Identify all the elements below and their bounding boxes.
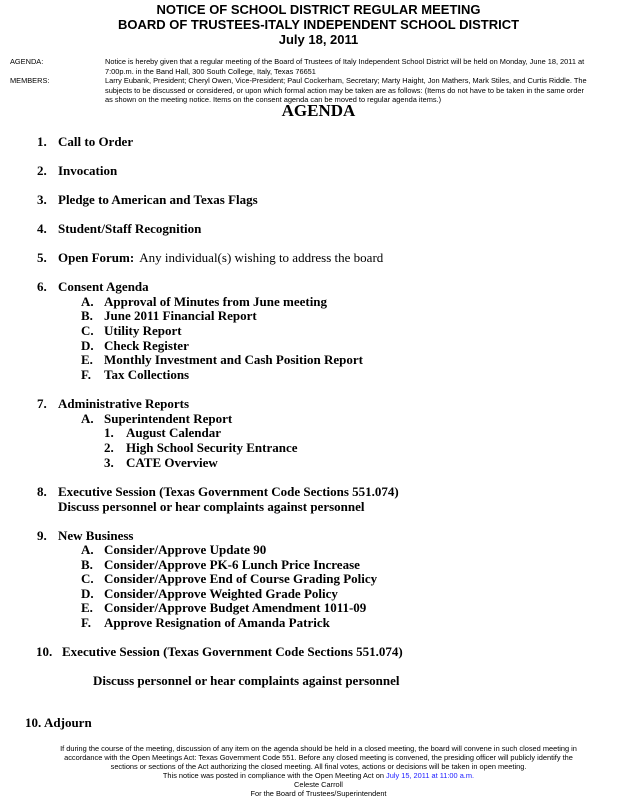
agenda-item-label: Consider/Approve Weighted Grade Policy xyxy=(104,586,338,601)
agenda-item-label: Check Register xyxy=(104,338,189,353)
agenda-item-number: 8. xyxy=(37,484,47,499)
agenda-item-detail: Discuss personnel or hear complaints against personnel xyxy=(58,499,365,514)
agenda-item-label: Superintendent Report xyxy=(104,411,233,426)
agenda-item-label: Administrative Reports xyxy=(58,396,190,411)
agenda-label: AGENDA: xyxy=(10,57,44,66)
members-text: Larry Eubank, President; Cheryl Owen, Vice-President; Paul Cockerham, Secretary; Marty Haight, Jon Mathers, Mark Stiles, and Curtis Riddle. The subjects to be discussed or considered, or upon which formal action may be taken are as follows: (Items do not have to be taken in the same order as shown on the meeting notice. Items on the consent agenda can be moved to regular agenda items.) xyxy=(105,76,587,104)
agenda-item-label: Call to Order xyxy=(58,134,134,149)
agenda-item-number: 4. xyxy=(37,221,47,236)
agenda-item-text xyxy=(58,192,258,208)
agenda-title: AGENDA xyxy=(281,101,356,120)
footer-role: For the Board of Trustees/Superintendent xyxy=(250,789,387,798)
agenda-item-text xyxy=(104,600,366,616)
agenda-item-label: Adjourn xyxy=(44,715,92,730)
agenda-item-label: Executive Session (Texas Government Code Sections 551.074) xyxy=(62,644,403,659)
agenda-item-label: Open Forum: xyxy=(58,250,135,265)
agenda-item-text xyxy=(58,134,133,150)
agenda-item-text xyxy=(104,308,257,324)
agenda-item-label: Consider/Approve Update 90 xyxy=(104,542,267,557)
agenda-item-label: Consider/Approve PK-6 Lunch Price Increase xyxy=(104,557,360,572)
agenda-item-label: High School Security Entrance xyxy=(126,440,298,455)
header-date: July 18, 2011 xyxy=(278,32,359,47)
agenda-item-label: June 2011 Financial Report xyxy=(104,308,257,323)
footer-p3: sections or sections of the Act authorizing the closed meeting. All final votes, actions or decisions will be taken in open meeting. xyxy=(110,762,527,771)
agenda-item-number: 1. xyxy=(37,134,47,149)
footer-p1: If during the course of the meeting, discussion of any item on the agenda should be held in a closed meeting, the board will convene in such closed meeting in xyxy=(60,744,577,753)
members-label: MEMBERS: xyxy=(10,76,50,85)
agenda-item-number: A. xyxy=(81,542,94,557)
agenda-item-detail: Any individual(s) wishing to address the board xyxy=(139,250,384,265)
agenda-item-number: F. xyxy=(81,615,91,630)
agenda-item-number: 10. xyxy=(36,644,53,659)
posted-date: July 15, 2011 at 11:00 a.m. xyxy=(386,771,475,780)
header-line1: NOTICE OF SCHOOL DISTRICT REGULAR MEETING xyxy=(156,2,481,17)
agenda-item-text xyxy=(104,367,189,383)
agenda-item-number: 2. xyxy=(37,163,47,178)
agenda-item-text xyxy=(58,250,383,266)
agenda-item-text xyxy=(104,615,330,631)
agenda-item-number: 1. xyxy=(104,425,114,440)
agenda-item-number: 9. xyxy=(37,528,47,543)
agenda-item-label: Invocation xyxy=(58,163,118,178)
agenda-item-label: August Calendar xyxy=(126,425,221,440)
agenda-item-text xyxy=(58,279,149,295)
agenda-item-detail: Discuss personnel or hear complaints against personnel xyxy=(93,673,400,688)
agenda-item-text xyxy=(104,323,182,339)
agenda-item-text xyxy=(62,644,403,660)
agenda-item-text xyxy=(126,425,221,441)
agenda-item-label: Utility Report xyxy=(104,323,182,338)
agenda-item-number: D. xyxy=(81,586,94,601)
agenda-item-text xyxy=(126,455,218,471)
agenda-item-number: C. xyxy=(81,323,94,338)
agenda-item-number: F. xyxy=(81,367,91,382)
posted-text: This notice was posted in compliance with the Open Meeting Act on xyxy=(162,771,384,780)
footer-name: Celeste Carroll xyxy=(294,780,343,789)
agenda-item-label: Monthly Investment and Cash Position Report xyxy=(104,352,363,367)
agenda-item-number: 6. xyxy=(37,279,47,294)
agenda-item-number: D. xyxy=(81,338,94,353)
agenda-item-number: A. xyxy=(81,294,94,309)
agenda-item-number: E. xyxy=(81,600,93,615)
agenda-item-text xyxy=(44,715,92,731)
agenda-item-text xyxy=(104,352,363,368)
agenda-item-number: 5. xyxy=(37,250,47,265)
agenda-item-label: Consent Agenda xyxy=(58,279,149,294)
agenda-item-text xyxy=(58,484,399,500)
agenda-item-number: 2. xyxy=(104,440,114,455)
agenda-item-label: Pledge to American and Texas Flags xyxy=(58,192,258,207)
footer-posted xyxy=(0,771,637,780)
agenda-notice-text: Notice is hereby given that a regular meeting of the Board of Trustees of Italy Independent School District will be held on Monday, June 18, 2011 at 7:00p.m. in the Band Hall, 300 South College, Italy, Texas 76651 xyxy=(105,57,585,76)
agenda-item-number: 3. xyxy=(104,455,114,470)
agenda-item-number: E. xyxy=(81,352,93,367)
agenda-item-label: Approve Resignation of Amanda Patrick xyxy=(104,615,330,630)
agenda-item-label: Executive Session (Texas Government Code Sections 551.074) xyxy=(58,484,399,499)
agenda-item-label: Consider/Approve Budget Amendment 1011-09 xyxy=(104,600,367,615)
agenda-item-text xyxy=(58,396,189,412)
agenda-item-number: B. xyxy=(81,557,93,572)
agenda-item-label: Approval of Minutes from June meeting xyxy=(104,294,328,309)
agenda-item-text xyxy=(126,440,298,456)
agenda-item-label: New Business xyxy=(58,528,134,543)
agenda-item-number: B. xyxy=(81,308,93,323)
agenda-item-label: Tax Collections xyxy=(104,367,190,382)
header-line2: BOARD OF TRUSTEES-ITALY INDEPENDENT SCHOOL DISTRICT xyxy=(117,17,520,32)
agenda-item-number: 3. xyxy=(37,192,47,207)
footer-p2: accordance with the Open Meetings Act: Texas Government Code 551. Before any closed meeting is convened, the presiding officer will publicly identify the xyxy=(64,753,573,762)
agenda-item-number: A. xyxy=(81,411,94,426)
agenda-item-label: Student/Staff Recognition xyxy=(58,221,202,236)
agenda-item-label: Consider/Approve End of Course Grading Policy xyxy=(104,571,378,586)
agenda-item-label: CATE Overview xyxy=(126,455,218,470)
agenda-item-number: C. xyxy=(81,571,94,586)
agenda-item-number: 7. xyxy=(37,396,47,411)
agenda-item-text xyxy=(58,221,201,237)
agenda-item-number: 10. xyxy=(25,715,42,730)
agenda-item-text xyxy=(104,571,377,587)
agenda-item-text xyxy=(104,542,266,558)
agenda-item-text xyxy=(58,163,117,179)
